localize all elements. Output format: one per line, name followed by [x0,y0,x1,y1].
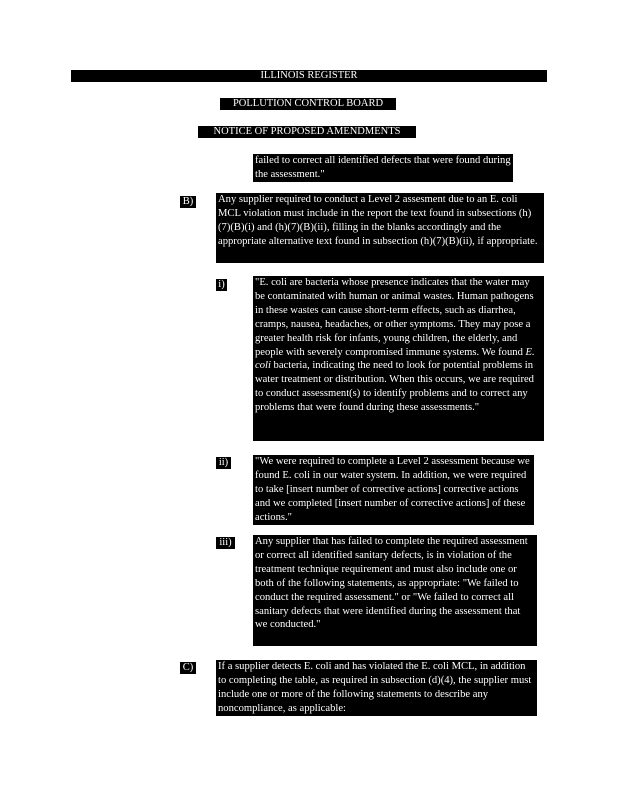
item-i-text-before: "E. coli are bacteria whose presence indicates that the water may be contaminated with human or animal wastes. Human pathogens in these wastes can cause short-term effects, such as diarrhea, cramps, nausea, headaches, or other symptoms. They may pose a greater health risk for infants, young children, the elderly, and people with severely compromised immune systems. We found [255,277,534,358]
item-ii-text: "We were required to complete a Level 2 assessment because we found E. coli in our water system. In addition, we were required to take [insert number of corrective actions] corrective actions and we completed [insert number of corrective actions] of these actions." [253,455,534,525]
carryover-text: failed to correct all identified defects that were found during the assessment." [253,154,513,182]
section-b-label: B) [180,196,196,208]
item-iii-label: iii) [216,537,235,549]
item-iii-text: Any supplier that has failed to complete the required assessment or correct all identified sanitary defects, is in violation of the treatment technique requirement and must also include one or both of the following statements, as appropriate: "We failed to conduct the required assessment." or "We failed to correct all sanitary defects that were identified during the assessment that we conducted." [253,535,537,646]
item-i-label: i) [216,279,227,291]
board-title: POLLUTION CONTROL BOARD [220,98,396,110]
item-ii-label: ii) [216,457,231,469]
notice-title: NOTICE OF PROPOSED AMENDMENTS [198,126,416,138]
item-i-italic: E. coli [255,346,535,372]
register-title: ILLINOIS REGISTER [71,70,547,82]
item-i-text-after: bacteria, indicating the need to look for potential problems in water treatment or distribution. When this occurs, we are required to conduct assessment(s) to identify problems and to correct any problems that were found during these assessments." [255,360,534,414]
item-i-text [253,276,544,441]
section-c-text: If a supplier detects E. coli and has violated the E. coli MCL, in addition to completing the table, as required in subsection (d)(4), the supplier must include one or more of the following statements to describe any noncompliance, as applicable: [216,660,537,716]
section-c-label: C) [180,662,196,674]
section-b-text: Any supplier required to conduct a Level 2 assesment due to an E. coli MCL violation must include in the report the text found in subsections (h)(7)(B)(i) and (h)(7)(B)(ii), filling in the blanks accordingly and the appropriate alternative text found in subsection (h)(7)(B)(ii), if appropriate. [216,193,544,263]
